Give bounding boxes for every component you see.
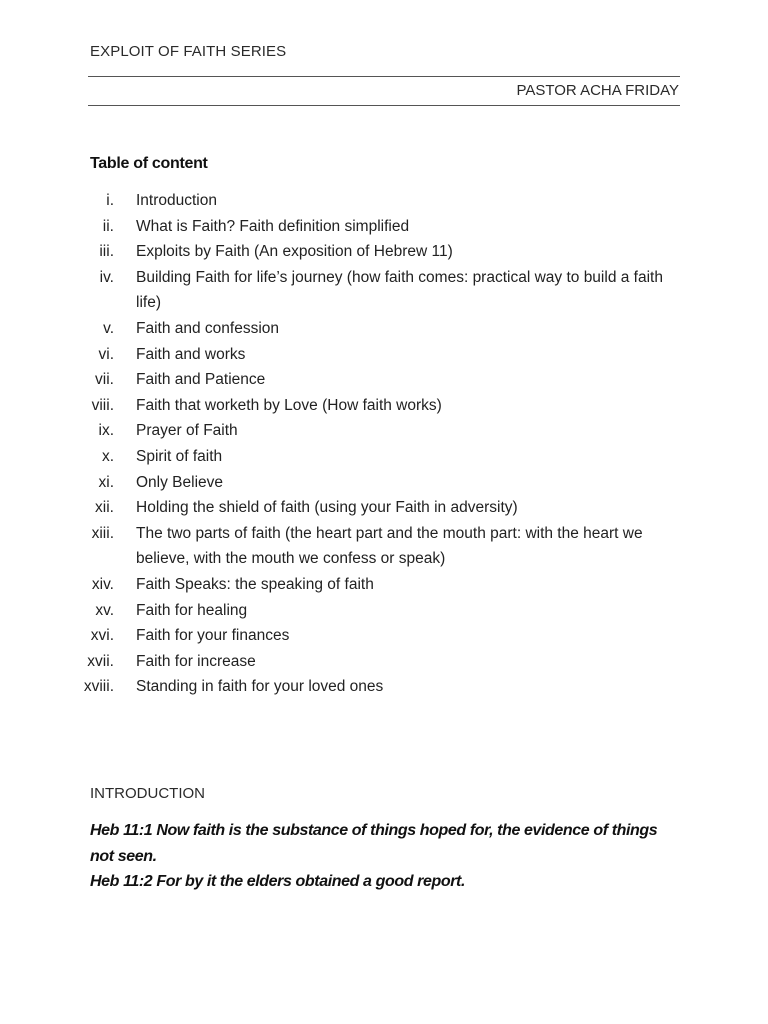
toc-item-text: Building Faith for life’s journey (how faith comes: practical way to build a faith life) <box>136 268 663 312</box>
verse-heb-11-1: Heb 11:1 Now faith is the substance of things hoped for, the evidence of things not seen. <box>90 822 658 865</box>
toc-item-number: vii. <box>95 371 114 389</box>
toc-item-number: x. <box>101 447 114 465</box>
toc-item-text: Faith that worketh by Love (How faith works) <box>136 396 442 414</box>
toc-item-number: vi. <box>98 345 114 363</box>
verse-heb-11-2: Heb 11:2 For by it the elders obtained a good report. <box>90 873 466 891</box>
toc-item <box>0 572 768 598</box>
toc-item-number: ii. <box>102 217 114 235</box>
toc-item <box>0 598 768 624</box>
toc-item-number: viii. <box>91 396 114 414</box>
author-name: PASTOR ACHA FRIDAY <box>516 82 679 99</box>
scripture-verses <box>90 818 682 895</box>
toc-item <box>0 188 768 214</box>
toc-item-number: xi. <box>98 473 114 491</box>
toc-item-text: Holding the shield of faith (using your Faith in adversity) <box>136 499 518 517</box>
introduction-heading: INTRODUCTION <box>90 785 205 802</box>
toc-item-number: v. <box>103 319 114 337</box>
toc-item-text: Faith for healing <box>136 601 248 619</box>
toc-item <box>0 495 768 521</box>
toc-item-text: Introduction <box>136 192 217 209</box>
toc-item <box>0 367 768 393</box>
toc-item <box>0 265 768 316</box>
toc-item <box>0 214 768 240</box>
header-rule-top <box>88 76 680 77</box>
toc-item-text: The two parts of faith (the heart part and the mouth part: with the heart we believe, with the mouth we confess or speak) <box>136 524 643 568</box>
toc-item-text: Faith for increase <box>136 652 256 670</box>
toc-item-text: Faith and Patience <box>136 371 266 389</box>
toc-list <box>0 188 768 700</box>
toc-item <box>0 649 768 675</box>
toc-item-text: Prayer of Faith <box>136 422 238 440</box>
toc-item-number: xviii. <box>83 678 114 696</box>
toc-item-number: xii. <box>95 499 114 517</box>
toc-item-number: i. <box>106 192 114 209</box>
toc-heading: Table of content <box>90 155 208 172</box>
toc-item-text: Faith and confession <box>136 319 280 337</box>
toc-item <box>0 418 768 444</box>
series-title: EXPLOIT OF FAITH SERIES <box>90 43 287 60</box>
toc-item-number: iv. <box>99 268 114 286</box>
toc-item-text: What is Faith? Faith definition simplified <box>136 217 410 235</box>
toc-item-number: iii. <box>99 243 114 261</box>
toc-item <box>0 521 768 572</box>
toc-item-number: xiv. <box>91 575 114 593</box>
toc-item-text: Faith for your finances <box>136 627 290 645</box>
toc-item-text: Exploits by Faith (An exposition of Hebrew 11) <box>136 243 453 261</box>
toc-item-text: Spirit of faith <box>136 447 223 465</box>
toc-item <box>0 342 768 368</box>
toc-item-number: ix. <box>98 422 114 440</box>
toc-item-text: Standing in faith for your loved ones <box>136 678 384 696</box>
toc-item <box>0 674 768 700</box>
header-rule-bottom <box>88 105 680 106</box>
toc-item-number: xvii. <box>87 652 114 670</box>
toc-item-number: xv. <box>95 601 114 619</box>
toc-item <box>0 239 768 265</box>
toc-item-text: Only Believe <box>136 473 224 491</box>
toc-item <box>0 444 768 470</box>
toc-item-number: xvi. <box>90 627 114 645</box>
toc-item <box>0 316 768 342</box>
toc-item <box>0 470 768 496</box>
toc-item <box>0 623 768 649</box>
toc-item-text: Faith and works <box>136 345 246 363</box>
toc-item-text: Faith Speaks: the speaking of faith <box>136 575 374 593</box>
toc-item-number: xiii. <box>91 524 114 542</box>
toc-item <box>0 393 768 419</box>
